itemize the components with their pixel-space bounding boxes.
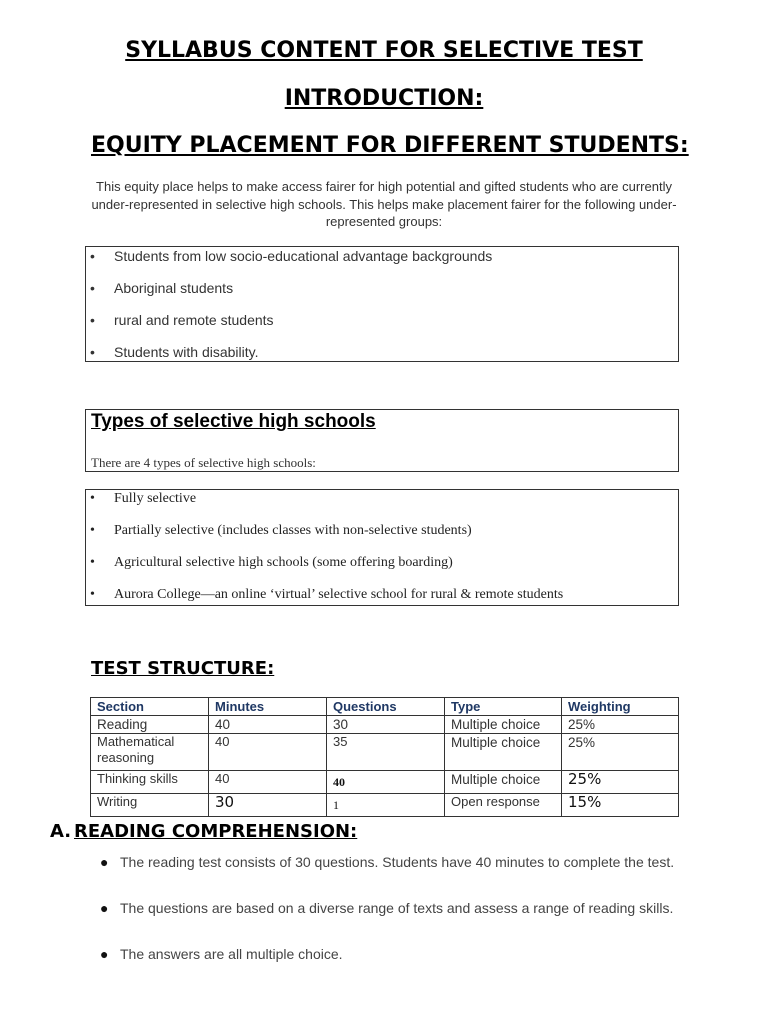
school-types-heading: Types of selective high schools (91, 411, 376, 432)
equity-heading: EQUITY PLACEMENT FOR DIFFERENT STUDENTS: (91, 133, 689, 158)
bullet-icon: ● (100, 900, 109, 916)
reading-section-letter: A. (50, 821, 72, 842)
table-cell: Mathematical reasoning (91, 734, 209, 771)
school-types-intro: There are 4 types of selective high schools: (91, 455, 316, 470)
table-cell: 15% (562, 794, 679, 817)
list-item: ● The reading test consists of 30 questions. Students have 40 minutes to complete the test. (100, 854, 675, 870)
table-header-row (91, 698, 679, 716)
school-types-list-box (85, 489, 679, 606)
list-item: ● The answers are all multiple choice. (100, 946, 343, 962)
introduction-heading: INTRODUCTION: (284, 86, 484, 111)
equity-paragraph: This equity place helps to make access fairer for high potential and gifted students who are currently under-represented in selective high schools. This helps make placement fairer for the following under-represented groups: (91, 179, 677, 229)
table-cell: 25% (562, 771, 679, 794)
column-header: Section (91, 698, 209, 716)
table-cell: 40 (209, 734, 327, 771)
under-represented-groups-box (85, 246, 679, 362)
table-cell: 35 (327, 734, 445, 771)
column-header: Questions (327, 698, 445, 716)
table-cell: Thinking skills (91, 771, 209, 794)
school-types-box (85, 409, 679, 472)
bullet-icon: • (90, 344, 95, 360)
bullet-icon: • (90, 587, 95, 602)
table-cell: Writing (91, 794, 209, 817)
table-cell: 30 (327, 716, 445, 734)
document-title: SYLLABUS CONTENT FOR SELECTIVE TEST (125, 38, 643, 63)
test-structure-heading: TEST STRUCTURE: (91, 658, 275, 679)
reading-comprehension-heading: READING COMPREHENSION: (74, 821, 358, 842)
list-item: • Agricultural selective high schools (some offering boarding) (90, 555, 453, 570)
table-row (91, 794, 679, 817)
table-cell: 30 (209, 794, 327, 817)
column-header: Weighting (562, 698, 679, 716)
table-cell: 40 (327, 771, 445, 794)
column-header: Minutes (209, 698, 327, 716)
table-cell: Multiple choice (445, 734, 562, 771)
table-cell: 25% (562, 734, 679, 771)
table-row (91, 771, 679, 794)
bullet-icon: • (90, 523, 95, 538)
table-cell: 25% (562, 716, 679, 734)
table-cell: Reading (91, 716, 209, 734)
bullet-icon: ● (100, 854, 109, 870)
bullet-icon: • (90, 491, 95, 506)
table-cell: 1 (327, 794, 445, 817)
list-item: • Students from low socio-educational advantage backgrounds (90, 248, 493, 264)
table-cell: Open response (445, 794, 562, 817)
list-item: • Students with disability. (90, 344, 259, 360)
table-cell: 40 (209, 716, 327, 734)
list-item: • Aurora College—an online ‘virtual’ selective school for rural & remote students (90, 587, 564, 602)
bullet-icon: • (90, 248, 95, 264)
table-cell: Multiple choice (445, 771, 562, 794)
list-item: • Fully selective (90, 491, 197, 506)
table-cell: 40 (209, 771, 327, 794)
list-item: • Partially selective (includes classes with non-selective students) (90, 523, 472, 538)
table-cell: Multiple choice (445, 716, 562, 734)
list-item: • Aboriginal students (90, 280, 234, 296)
list-item: ● The questions are based on a diverse range of texts and assess a range of reading skills. (100, 900, 674, 916)
table-row (91, 734, 679, 771)
bullet-icon: • (90, 312, 95, 328)
test-structure-table (90, 697, 679, 817)
bullet-icon: ● (100, 946, 109, 962)
bullet-icon: • (90, 280, 95, 296)
table-row (91, 716, 679, 734)
bullet-icon: • (90, 555, 95, 570)
list-item: • rural and remote students (90, 312, 274, 328)
column-header: Type (445, 698, 562, 716)
